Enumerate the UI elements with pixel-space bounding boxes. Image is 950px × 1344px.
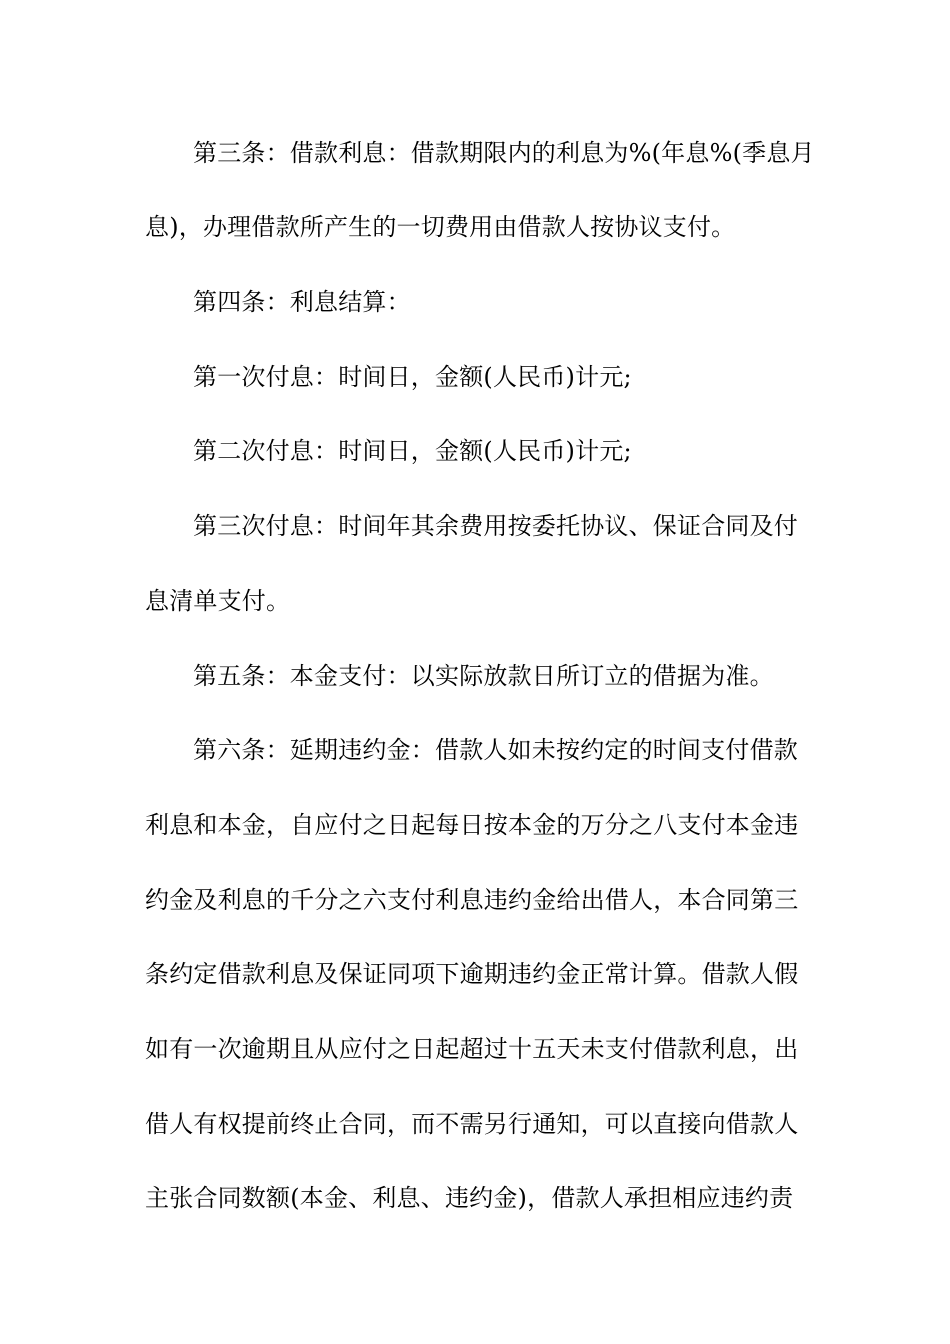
paragraph-second-payment: 第二次付息：时间日，金额(人民币)计元; — [193, 437, 632, 465]
paragraph-article-6-line-7: 主张合同数额(本金、利息、违约金)，借款人承担相应违约责 — [145, 1184, 794, 1212]
paragraph-article-6-line-5: 如有一次逾期且从应付之日起超过十五天未支付借款利息，出 — [145, 1035, 799, 1063]
paragraph-article-3-line-2: 息)，办理借款所产生的一切费用由借款人按协议支付。 — [145, 213, 736, 241]
paragraph-article-6-line-6: 借人有权提前终止合同，而不需另行通知，可以直接向借款人 — [145, 1110, 799, 1138]
paragraph-article-5: 第五条：本金支付：以实际放款日所订立的借据为准。 — [193, 662, 774, 690]
paragraph-article-6-line-2: 利息和本金，自应付之日起每日按本金的万分之八支付本金违 — [145, 811, 799, 839]
paragraph-article-4: 第四条：利息结算： — [193, 288, 411, 316]
paragraph-article-6-line-1: 第六条：延期违约金：借款人如未按约定的时间支付借款 — [193, 736, 798, 764]
paragraph-article-6-line-4: 条约定借款利息及保证同项下逾期违约金正常计算。借款人假 — [145, 960, 799, 988]
paragraph-first-payment: 第一次付息：时间日，金额(人民币)计元; — [193, 363, 632, 391]
paragraph-article-6-line-3: 约金及利息的千分之六支付利息违约金给出借人，本合同第三 — [145, 886, 799, 914]
paragraph-article-3-line-1: 第三条：借款利息：借款期限内的利息为%(年息%(季息月 — [193, 139, 815, 167]
paragraph-third-payment-line-2: 息清单支付。 — [145, 587, 291, 615]
paragraph-third-payment-line-1: 第三次付息：时间年其余费用按委托协议、保证合同及付 — [193, 512, 798, 540]
